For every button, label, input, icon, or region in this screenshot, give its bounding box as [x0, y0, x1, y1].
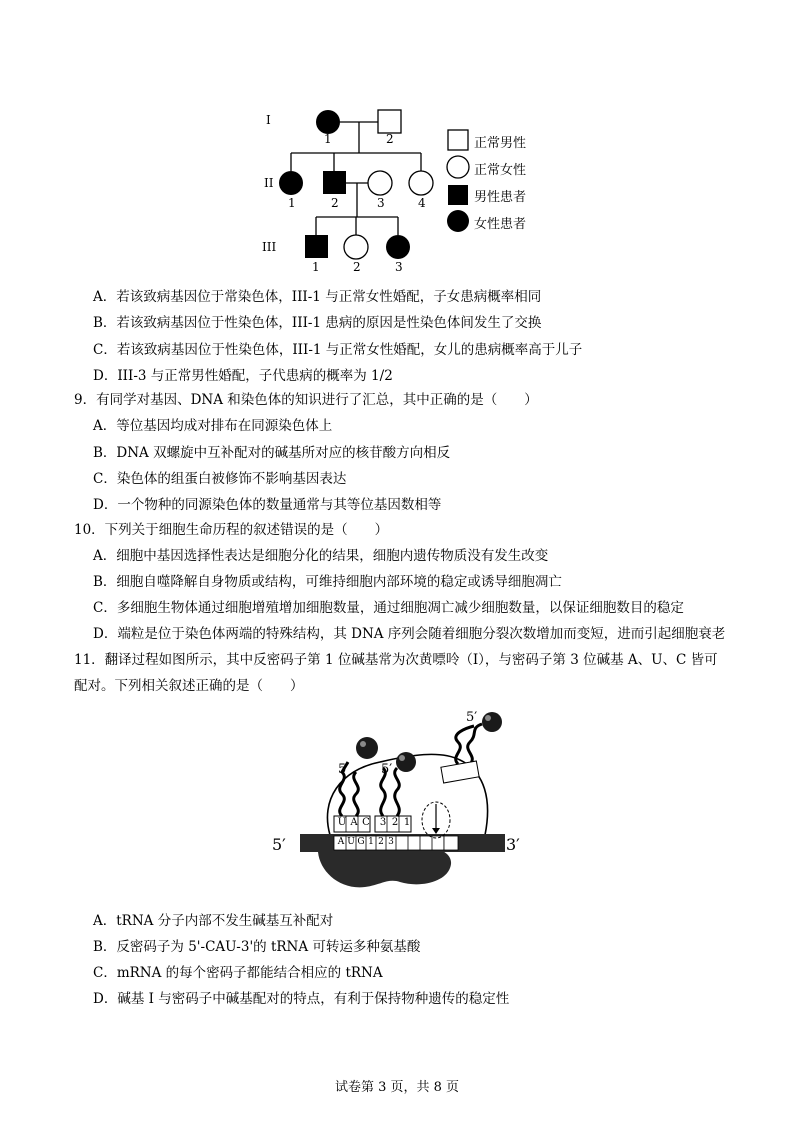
fig-anticodon-c: C	[362, 817, 370, 828]
fig-anticodon2-1: 1	[403, 817, 411, 828]
amino-acid-2	[396, 752, 416, 772]
fig-anticodon-a: A	[350, 817, 358, 828]
gen2-affected-female-1	[279, 171, 303, 195]
legend-affected-male: 男性患者	[474, 190, 527, 205]
q9-option-b: B．DNA 双螺旋中互补配对的碱基所对应的核苷酸方向相反	[93, 445, 451, 461]
legend-normal-female: 正常女性	[474, 163, 527, 178]
q10-stem: 10．下列关于细胞生命历程的叙述错误的是（ ）	[74, 522, 389, 538]
gen3-affected-male-1	[305, 235, 328, 258]
gen-label-1: I	[266, 113, 271, 127]
gen3-num-2: 2	[353, 260, 361, 274]
amino-acid-1	[356, 737, 378, 759]
fig-anticodon-u: U	[337, 817, 347, 828]
gen3-affected-female-3	[386, 235, 410, 259]
legend-normal-male-icon	[448, 130, 468, 150]
gen2-num-1: 1	[288, 196, 296, 210]
q11-stem-line2: 配对。下列相关叙述正确的是（ ）	[74, 678, 304, 694]
ribosome-small-subunit	[318, 850, 451, 887]
gen1-num-1: 1	[324, 132, 332, 146]
page-footer: 试卷第 3 页，共 8 页	[334, 1080, 460, 1095]
q9-option-a: A．等位基因均成对排布在同源染色体上	[93, 418, 333, 434]
fig-codon-g: G	[357, 837, 365, 847]
q11-stem-line1: 11．翻译过程如图所示，其中反密码子第 1 位碱基常为次黄嘌呤（I），与密码子第 3 位碱基 A、U、C 皆可	[74, 652, 718, 668]
fig-codon-u: U	[347, 837, 355, 847]
legend-affected-male-icon	[448, 185, 468, 205]
q10-option-b: B．细胞自噬降解自身物质或结构，可维持细胞内部环境的稳定或诱导细胞凋亡	[93, 574, 562, 590]
q8-option-a: A．若该致病基因位于常染色体，III-1 与正常女性婚配，子女患病概率相同	[93, 289, 542, 305]
q11-option-a: A．tRNA 分子内部不发生碱基互补配对	[93, 913, 334, 929]
translation-figure	[270, 700, 540, 900]
q10-option-d: D．端粒是位于染色体两端的特殊结构，其 DNA 序列会随着细胞分裂次数增加而变短，进而引起细胞衰老	[93, 626, 726, 642]
legend-affected-female: 女性患者	[474, 217, 527, 232]
gen2-num-2: 2	[331, 196, 339, 210]
q11-option-c: C．mRNA 的每个密码子都能结合相应的 tRNA	[93, 965, 383, 981]
q8-option-d: D．III-3 与正常男性婚配，子代患病的概率为 1/2	[93, 368, 393, 384]
amino-acid-3	[482, 712, 502, 732]
gen2-normal-female-4	[409, 171, 433, 195]
q8-option-b: B．若该致病基因位于性染色体，III-1 患病的原因是性染色体间发生了交换	[93, 315, 542, 331]
gen2-num-3: 3	[377, 196, 385, 210]
gen3-num-3: 3	[395, 260, 403, 274]
fig-label-5prime-left: 5′	[272, 835, 286, 854]
q11-option-d: D．碱基 I 与密码子中碱基配对的特点，有利于保持物种遗传的稳定性	[93, 991, 510, 1007]
gen3-num-1: 1	[312, 260, 320, 274]
fig-label-3prime-right: 3′	[506, 835, 520, 854]
q9-option-d: D．一个物种的同源染色体的数量通常与其等位基因数相等	[93, 497, 442, 513]
fig-codon-a: A	[337, 837, 345, 847]
gen-label-3: III	[262, 240, 277, 254]
gen1-affected-female	[316, 110, 340, 134]
q10-option-a: A．细胞中基因选择性表达是细胞分化的结果，细胞内遗传物质没有发生改变	[93, 548, 549, 564]
q9-stem: 9．有同学对基因、DNA 和染色体的知识进行了汇总，其中正确的是（ ）	[74, 392, 538, 408]
fig-trna2-5prime: 5′	[381, 762, 393, 777]
q10-option-c: C．多细胞生物体通过细胞增殖增加细胞数量，通过细胞凋亡减少细胞数量，以保证细胞数目的稳定	[93, 600, 684, 616]
gen1-num-2: 2	[386, 132, 394, 146]
fig-codon2-3: 3	[388, 837, 394, 847]
gen2-num-4: 4	[418, 196, 426, 210]
q9-option-c: C．染色体的组蛋白被修饰不影响基因表达	[93, 471, 347, 487]
gen1-normal-male	[378, 110, 401, 133]
gen3-normal-female-2	[344, 235, 368, 259]
q8-option-c: C．若该致病基因位于性染色体，III-1 与正常女性婚配，女儿的患病概率高于儿子	[93, 342, 583, 358]
legend-normal-male: 正常男性	[474, 136, 527, 151]
fig-anticodon2-3: 3	[379, 817, 387, 828]
gen2-normal-female-3	[368, 171, 392, 195]
fig-trna3-5prime: 5′	[466, 710, 478, 725]
fig-trna1-5prime: 5′	[338, 762, 350, 777]
q11-option-b: B．反密码子为 5'-CAU-3'的 tRNA 可转运多种氨基酸	[93, 939, 421, 955]
gen2-affected-male-2	[323, 171, 346, 194]
legend-affected-female-icon	[447, 210, 469, 232]
fig-anticodon2-2: 2	[391, 817, 399, 828]
legend-normal-female-icon	[447, 156, 469, 178]
fig-codon2-1: 1	[368, 837, 374, 847]
gen-label-2: II	[264, 176, 274, 190]
fig-codon2-2: 2	[378, 837, 384, 847]
